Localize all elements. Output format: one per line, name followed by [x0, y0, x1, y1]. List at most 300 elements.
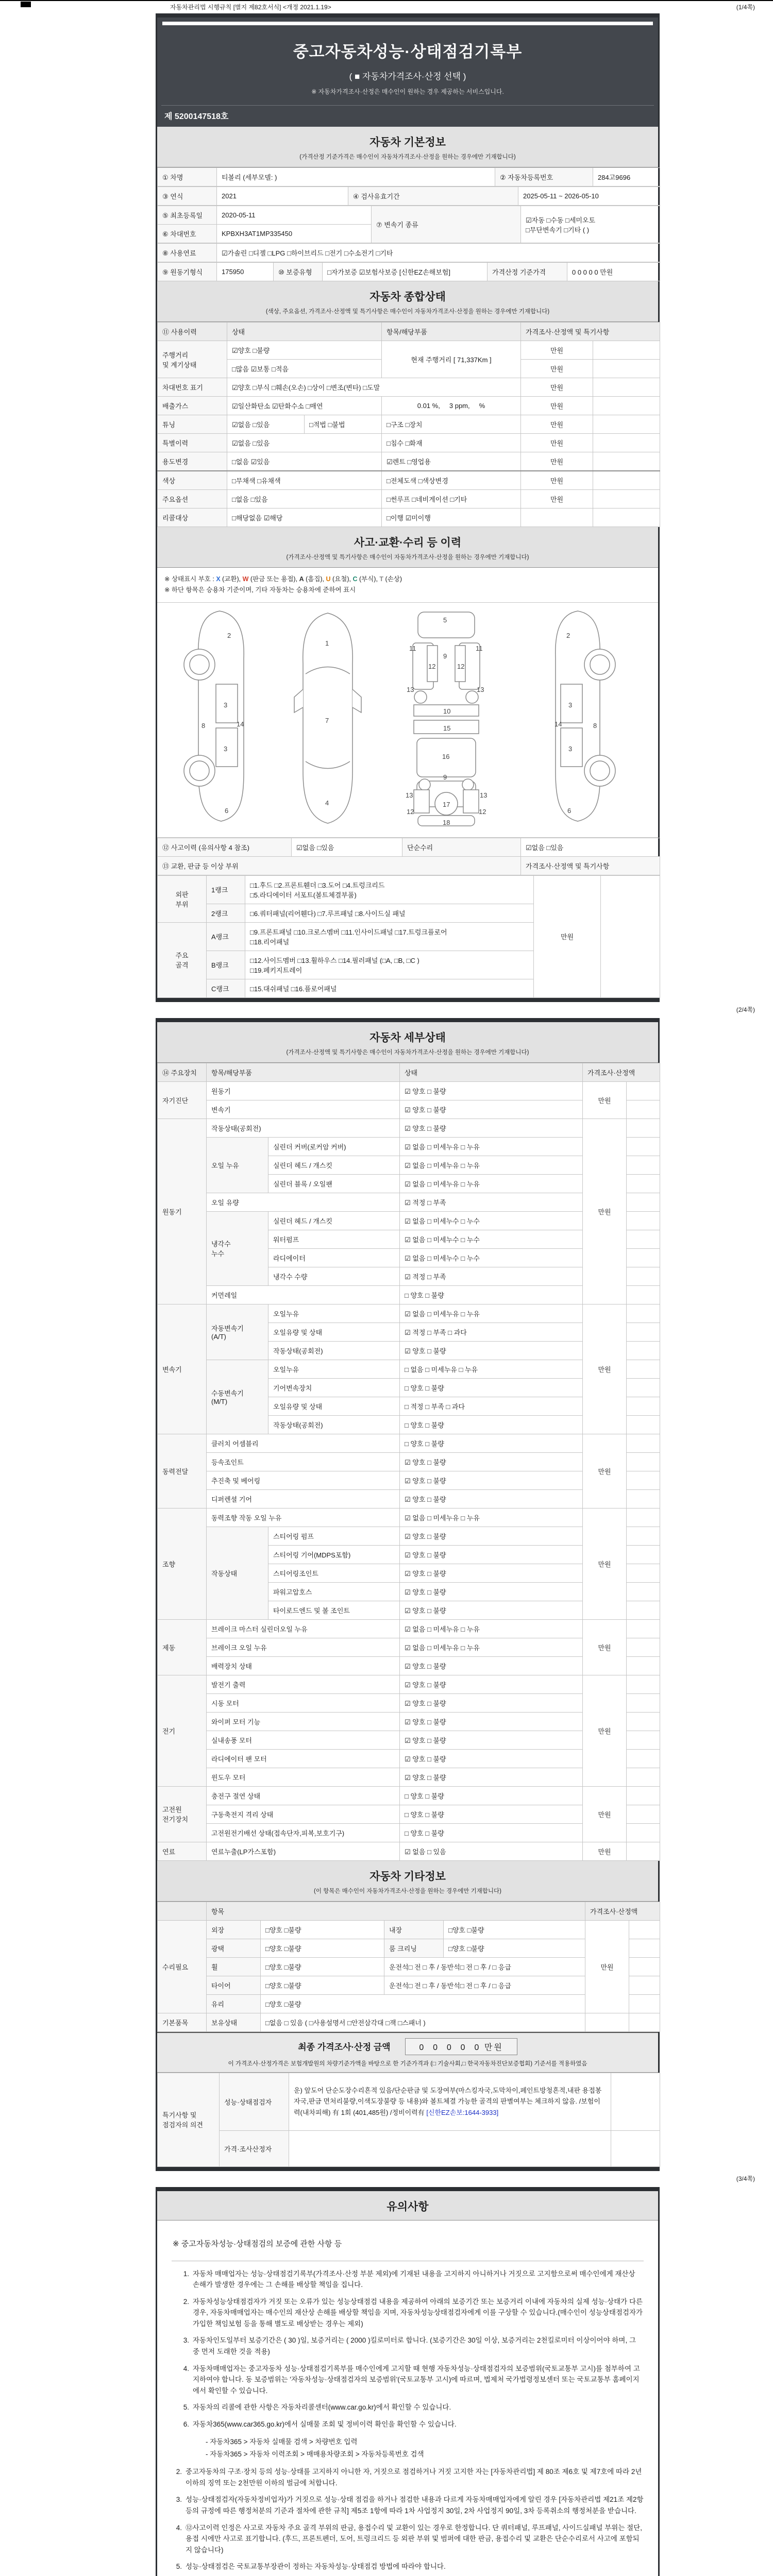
blank-cell [629, 1957, 660, 1976]
rankA-label: A랭크 [207, 922, 245, 951]
price-cell: 만원 [534, 875, 601, 997]
col-item-part: 항목/해당부품 [382, 323, 521, 341]
col-state: 상태 [400, 1063, 583, 1081]
overall-state-subtitle: (색상, 주요옵션, 가격조사·산정액 및 특기사항은 매수인이 자동차가격조사·산정을 원하는 경우에만 기재합니다) [265, 309, 550, 315]
col-item: 항목/해당부품 [207, 1063, 400, 1081]
value-transmission-type: ☑자동 □수동 □세미오토 □무단변속기 □기타 ( ) [521, 206, 660, 243]
tuning-legal-status: □적법 □불법 [305, 415, 382, 434]
status: ☑ 없음 □ 미세누수 □ 누수 [400, 1248, 583, 1267]
price-cell: 만원 [521, 434, 593, 452]
detail-state-header [157, 1022, 658, 1063]
current-mileage: 현재 주행거리 [ 71,337Km ] [382, 341, 521, 378]
row-mileage-label: 주행거리 및 계기상태 [158, 341, 227, 378]
item-label: 내장 [384, 1920, 444, 1939]
col-price: 가격조사·산정액 [585, 1902, 660, 1920]
outer-panel-label: 외판 부위 [158, 875, 207, 922]
header-stripe [162, 22, 653, 25]
status: ☑ 양호 □ 불량 [400, 1675, 583, 1693]
blank-cell [627, 1156, 660, 1174]
status: □ 없음 □ 미세누유 □ 누유 [400, 1360, 583, 1378]
status: ☑ 양호 □ 불량 [400, 1471, 583, 1489]
item: 배력장치 상태 [207, 1656, 400, 1675]
part-number: 3 [568, 701, 573, 709]
item: 동력조향 작동 오일 누유 [207, 1508, 400, 1527]
status: □양호 □불량 [444, 1939, 585, 1957]
blank-cell [627, 1527, 660, 1545]
blank-cell [627, 1452, 660, 1471]
blank-cell [593, 397, 660, 415]
notice-sub-line: - 자동차365 > 자동차 이력조회 > 매매용차량조회 > 자동차등록번호 검색 [206, 2450, 424, 2458]
row-usage-change-label: 용도변경 [158, 452, 227, 471]
notice-item [179, 2419, 644, 2430]
value-warranty-type: □자가보증 ☑보험사보증 [신한EZ손해보험] [323, 263, 488, 281]
page-marker-2: (2/4쪽) [736, 1006, 755, 1013]
status: □양호 □불량 [261, 1976, 384, 1994]
status: □ 양호 □ 불량 [400, 1823, 583, 1842]
blank-cell [593, 378, 660, 397]
group-engine: 원동기 [158, 1118, 207, 1304]
exchange-price-header: 가격조사·산정액 및 특기사항 [521, 856, 660, 875]
status: ☑ 없음 □ 미세누유 □ 누유 [400, 1137, 583, 1156]
part-number: 9 [443, 773, 447, 781]
col-price-remarks: 가격조사·산정액 및 특기사항 [521, 323, 660, 341]
part-number: 16 [442, 752, 450, 760]
status: ☑ 양호 □ 불량 [400, 1527, 583, 1545]
mileage-status-2: □많음 ☑보통 □적음 [227, 360, 382, 378]
detail-state-title: 자동차 세부상태 [369, 1031, 446, 1044]
item-number: 5. [183, 2403, 189, 2412]
blank-cell [627, 1081, 660, 1100]
status: ☑ 없음 □ 있음 [400, 1842, 583, 1860]
status: □ 양호 □ 불량 [400, 1434, 583, 1452]
price-cell: 만원 [583, 1081, 627, 1118]
blank-cell [627, 1731, 660, 1749]
code-x: X [216, 575, 221, 583]
accident-history-label: ⑫ 사고이력 (유의사항 4 참조) [158, 838, 292, 856]
blank-cell [627, 1415, 660, 1434]
blank-cell [627, 1675, 660, 1693]
rank1-items: □1.후드 □2.프론트휀더 □3.도어 □4.트렁크리드 □5.라디에이터 서포트(볼트체결부품) [245, 875, 534, 904]
detail-state-subtitle: (가격조사·산정액 및 특기사항은 매수인이 자동차가격조사·산정을 원하는 경우에만 기재합니다) [286, 1049, 529, 1056]
item-label: 외장 [207, 1920, 261, 1939]
blank-cell [627, 1601, 660, 1619]
item-text: 자동차인도일부터 보증기간은 ( 30 )일, 보증거리는 ( 2000 )킬로미터로 합니다. (보증기간은 30일 이상, 보증거리는 2천킬로미터 이상이어야 하며, 그 중 먼저 도래한 것을 적용) [193, 2336, 636, 2356]
blank-cell [521, 509, 593, 527]
item: 추진축 및 베어링 [207, 1471, 400, 1489]
item: 라디에이터 팬 모터 [207, 1749, 400, 1768]
code-c-label: (부식), [359, 575, 378, 583]
item-text: 중고자동차의 구조·장치 등의 성능·상태를 고지하지 아니한 자, 거짓으로 점검하거나 거짓 고지한 자는 [자동차관리법] 제 80조 제6호 및 제7호에 따라 2년 이하의 징역 또는 2천만원 이하의 벌금에 처합니다. [186, 2468, 642, 2487]
status: ☑ 양호 □ 불량 [400, 1545, 583, 1564]
status: ☑ 없음 □ 미세누수 □ 누수 [400, 1230, 583, 1248]
state-code-note2: ※ 하단 항목은 승용차 기준이며, 기타 자동차는 승용차에 준하여 표시 [164, 586, 356, 594]
hold-label: 보유상태 [207, 2013, 261, 2031]
value-base-price: 0 0 0 0 0 만원 [567, 263, 660, 281]
inspector-opinion [289, 2073, 611, 2130]
special-history-item: □침수 □화재 [382, 434, 521, 452]
item: 스티어링 펌프 [268, 1527, 400, 1545]
blank-cell [593, 360, 660, 378]
notice-item [172, 2561, 644, 2572]
basic-info-table-row5 [157, 243, 660, 262]
item: 충전구 절연 상태 [207, 1786, 400, 1805]
etc-info-subtitle: (이 항목은 매수인이 자동차가격조사·산정을 원하는 경우에만 기재합니다) [314, 1888, 501, 1894]
document-title: 중고자동차성능·상태점검기록부 [293, 43, 523, 61]
item-text: 자동차365(www.car365.go.kr)에서 실매물 조회 및 정비이력 확인을 확인할 수 있습니다. [193, 2420, 457, 2429]
status: □ 양호 □ 불량 [400, 1378, 583, 1397]
item-text: ⑫사고이력 인정은 사고로 자동차 주요 골격 부위의 판금, 용접수리 및 교환이 있는 경우로 한정합니다. 단 쿼터패널, 루프패널, 사이드실패널 부위는 절단, 용접 시에만 사고로 표기합니다. (후드, 프론트펜더, 도어, 트렁크리드 등 외판 부위 및 범퍼에 대한 판금, 용접수리 및 교환은 단순수리로서 사고에 포함되지 않습니다) [186, 2523, 642, 2554]
item: 디퍼렌셜 기어 [207, 1489, 400, 1508]
item: 실린더 헤드 / 개스킷 [268, 1211, 400, 1230]
basic-info-header [157, 127, 658, 167]
price-cell: 만원 [521, 452, 593, 471]
notice-item [179, 2296, 644, 2330]
label-first-registration: ⑤ 최초등록일 [158, 206, 217, 225]
notice-sub-line: - 자동차365 > 자동차 실매물 검색 > 차량번호 입력 [206, 2437, 358, 2446]
status: ☑ 없음 □ 미세누유 □ 누유 [400, 1508, 583, 1527]
code-a-label: (흠집), [306, 575, 325, 583]
blank-cell [627, 1267, 660, 1285]
blank-cell [627, 1211, 660, 1230]
col-price: 가격조사·산정액 [583, 1063, 660, 1081]
final-price-label: 최종 가격조사·산정 금액 [298, 2042, 391, 2052]
group-powertrain: 동력전달 [158, 1434, 207, 1508]
item: 클러치 어셈블리 [207, 1434, 400, 1452]
group-basic-items: 기본품목 [158, 2013, 207, 2031]
status: □ 양호 □ 불량 [400, 1415, 583, 1434]
notice-item [179, 2268, 644, 2291]
item: 실린더 헤드 / 개스킷 [268, 1156, 400, 1174]
item: 오일유량 및 상태 [268, 1323, 400, 1341]
item: 냉각수 수량 [268, 1267, 400, 1285]
blank-cell [627, 1786, 660, 1805]
sub-steering-op: 작동상태 [207, 1527, 268, 1619]
state-code-notes [157, 568, 658, 603]
state-code-prefix: ※ 상태표시 부호 : [164, 575, 214, 583]
status: ☑ 양호 □ 불량 [400, 1656, 583, 1675]
document-number: 제 5200147518호 [161, 105, 654, 127]
part-number: 8 [593, 721, 597, 730]
item: 워터펌프 [268, 1230, 400, 1248]
status: ☑ 없음 □ 미세누유 □ 누유 [400, 1304, 583, 1323]
page-marker-3: (3/4쪽) [736, 2175, 755, 2182]
label-vin: ⑥ 차대번호 [158, 225, 217, 243]
rank2-label: 2랭크 [207, 904, 245, 922]
final-price-note: 이 가격조사·산정가격은 보험개발원의 차량기준가액을 바탕으로 한 기준가격과 (□ 기술사회,□ 한국자동차진단보증협회) 기준서를 적용하였음 [228, 2060, 587, 2067]
item: 등속조인트 [207, 1452, 400, 1471]
exchange-panel-label: ⑬ 교환, 판금 등 이상 부위 [158, 856, 521, 875]
row-special-history-label: 특별이력 [158, 434, 227, 452]
price-cell: 만원 [521, 490, 593, 509]
blank-cell [627, 1174, 660, 1193]
blank-cell [627, 1397, 660, 1415]
price-cell: 만원 [521, 471, 593, 490]
recall-item: □이행 ☑미이행 [382, 509, 521, 527]
rankA-items: □9.프론트패널 □10.크로스멤버 □11.인사이드패널 □17.트렁크플로어 □18.리어패널 [245, 922, 534, 951]
status: □ 양호 □ 불량 [400, 1786, 583, 1805]
blank-cell [593, 490, 660, 509]
blank-cell [627, 1545, 660, 1564]
blank-cell [627, 1100, 660, 1118]
emission-values: 0.01 %, 3 ppm, % [382, 397, 521, 415]
item: 오일유량 및 상태 [268, 1397, 400, 1415]
appraiser-opinion [289, 2130, 611, 2166]
part-number: 11 [476, 644, 483, 652]
value-reg-no: 284고9696 [593, 168, 660, 187]
blank-cell [593, 415, 660, 434]
blank-cell [627, 1842, 660, 1860]
part-number: 12 [428, 662, 436, 670]
item: 윈도우 모터 [207, 1768, 400, 1786]
item-label: 룸 크리닝 [384, 1939, 444, 1957]
remarks-group-label: 특기사항 및 점검자의 의견 [158, 2073, 220, 2166]
blank-cell [629, 1939, 660, 1957]
final-price-band [157, 2032, 658, 2073]
accident-summary-table [157, 838, 660, 875]
item: 원동기 [207, 1081, 400, 1100]
status: ☑ 양호 □ 불량 [400, 1768, 583, 1786]
part-number: 4 [325, 799, 329, 807]
value-fuel: ☑가솔린 □디젤 □LPG □하이브리드 □전기 □수소전기 □기타 [217, 244, 660, 262]
part-number: 5 [443, 616, 447, 624]
label-base-price: 가격산정 기준가격 [488, 263, 567, 281]
etc-info-header [157, 1861, 658, 1902]
status: ☑ 양호 □ 불량 [400, 1100, 583, 1118]
page3-block [156, 2187, 660, 2576]
item-number: 3. [183, 2336, 189, 2345]
etc-info-table [157, 1902, 660, 2032]
mileage-status-1: ☑양호 □불량 [227, 341, 382, 360]
item-number: 4. [183, 2364, 189, 2372]
simple-repair-status: ☑없음 □있음 [521, 838, 660, 856]
code-t: T [379, 575, 384, 583]
notice-content [157, 2221, 658, 2576]
value-vin: KPBXH3AT1MP335450 [217, 225, 372, 243]
sub-at: 자동변속기 (A/T) [207, 1304, 268, 1360]
item-label: 타이어 [207, 1976, 261, 1994]
status: ☑ 적정 □ 부족 [400, 1193, 583, 1211]
status: ☑ 양호 □ 불량 [400, 1582, 583, 1601]
blank-cell [627, 1230, 660, 1248]
blank-cell [585, 2013, 629, 2031]
inspector-opinion-contact: [신한EZ손보:1644-3933] [426, 2108, 499, 2116]
accident-history-status: ☑없음 □있음 [292, 838, 402, 856]
page-marker-1: (1/4쪽) [736, 4, 755, 11]
rank1-label: 1랭크 [207, 875, 245, 904]
part-number: 13 [406, 791, 413, 799]
blank-cell [627, 1619, 660, 1638]
blank-cell [593, 452, 660, 471]
code-w-label: (판금 또는 용접), [250, 575, 298, 583]
status: □양호 □불량 [261, 1920, 384, 1939]
blank-cell [627, 1360, 660, 1378]
status: ☑ 양호 □ 불량 [400, 1489, 583, 1508]
rankB-label: B랭크 [207, 951, 245, 979]
corner-mark [21, 2, 31, 7]
item-number: 5. [176, 2563, 182, 2571]
form-reference-bar [0, 0, 773, 13]
group-selfdiag: 자기진단 [158, 1081, 207, 1118]
recall-status: □해당없음 ☑해당 [227, 509, 382, 527]
basic-info-subtitle: (가격산정 기준가격은 매수인이 자동차가격조사·산정을 원하는 경우에만 기재합니다) [299, 154, 516, 160]
basic-info-table-row1 [157, 167, 660, 187]
part-number: 2 [566, 631, 570, 639]
blank-cell [627, 1304, 660, 1323]
basic-info-title: 자동차 기본정보 [369, 137, 446, 148]
status: ☑ 적정 □ 부족 [400, 1267, 583, 1285]
value-first-registration: 2020-05-11 [217, 206, 372, 225]
rankB-items: □12.사이드멤버 □13.휠하우스 □14.필러패널 (□A, □B, □C ) □19.페키지트레이 [245, 951, 534, 979]
blank-cell [627, 1749, 660, 1768]
group-fuel: 연료 [158, 1842, 207, 1860]
status: ☑ 양호 □ 불량 [400, 1601, 583, 1619]
code-c: C [352, 575, 358, 583]
part-number: 3 [224, 701, 228, 709]
item: 브레이크 마스터 실린더오일 누유 [207, 1619, 400, 1638]
blank-cell [627, 1564, 660, 1582]
item: 변속기 [207, 1100, 400, 1118]
status: ☑ 양호 □ 불량 [400, 1118, 583, 1137]
status: ☑ 양호 □ 불량 [400, 1712, 583, 1731]
status: ☑ 없음 □ 미세누유 □ 누유 [400, 1174, 583, 1193]
item: 발전기 출력 [207, 1675, 400, 1693]
row-recall-label: 리콜대상 [158, 509, 227, 527]
item: 브레이크 오일 누유 [207, 1638, 400, 1656]
item: 작동상태(공회전) [268, 1415, 400, 1434]
state-code-line [164, 574, 651, 585]
status: ☑ 양호 □ 불량 [400, 1731, 583, 1749]
blank-cell [629, 1920, 660, 1939]
part-number: 3 [568, 744, 573, 753]
status: ☑ 양호 □ 불량 [400, 1452, 583, 1471]
accident-history-subtitle: (가격조사·산정액 및 특기사항은 매수인이 자동차가격조사·산정을 원하는 경우에만 기재합니다) [286, 554, 529, 561]
status: ☑ 없음 □ 미세누유 □ 누유 [400, 1156, 583, 1174]
value-inspection-period: 2025-05-11 ~ 2026-05-10 [518, 187, 660, 206]
tuning-status: ☑없음 □있음 [227, 415, 305, 434]
blank-cell [593, 471, 660, 490]
usage-change-status: □없음 ☑있음 [227, 452, 382, 471]
overall-state-title: 자동차 종합상태 [369, 291, 446, 303]
document-header [157, 18, 658, 127]
blank-cell [611, 2073, 660, 2130]
status: ☑ 양호 □ 불량 [400, 1749, 583, 1768]
status: □양호 □불량 [261, 1939, 384, 1957]
blank-cell [593, 434, 660, 452]
blank-cell [629, 1994, 660, 2013]
blank-cell [627, 1193, 660, 1211]
part-number: 13 [480, 791, 488, 799]
item-text: 자동차매매업자는 중고자동차 성능·상태점검기록부를 매수인에게 고지할 때 현행 자동차성능·상태점검자의 보증범위(국토교통부 고시)를 첨부하여 고지하여야 합니다. 동 보증범위는 '자동차성능·상태점검자의 보증범위'(국토교통부 고시)에 따르며, 법제처 국가법령정보센터 또는 국토교통부 홈페이지에서 확인할 수 있습니다. [193, 2364, 640, 2395]
item: 오일누유 [268, 1360, 400, 1378]
item-text: 자동차의 리콜에 관한 사항은 자동차리콜센터(www.car.go.kr)에서 확인할 수 있습니다. [193, 2403, 451, 2412]
item: 실린더 커버(로커암 커버) [268, 1137, 400, 1156]
remarks-table [157, 2073, 660, 2167]
blank-header [158, 1902, 207, 1920]
simple-repair-label: 단순수리 [402, 838, 521, 856]
status: ☑ 양호 □ 불량 [400, 1341, 583, 1360]
item: 작동상태(공회전) [207, 1118, 400, 1137]
code-u: U [326, 575, 331, 583]
price-cell: 만원 [521, 341, 593, 360]
item-label: 유리 [207, 1994, 261, 2013]
blank-cell [627, 1508, 660, 1527]
item: 실린더 블록 / 오일팬 [268, 1174, 400, 1193]
part-number: 8 [201, 721, 206, 730]
rank2-items: □6.쿼터패널(리어휀다) □7.루프패널 □8.사이드실 패널 [245, 904, 534, 922]
price-cell: 만원 [585, 1920, 629, 2013]
part-number: 2 [227, 631, 231, 639]
vin-mark-status: ☑양호 □부식 □훼손(오손) □상이 □변조(변타) □도말 [227, 378, 521, 397]
page1-block [156, 13, 660, 1002]
item-text: 성능·상태점검자(자동차정비업자)가 거짓으로 성능·상태 점검을 하거나 점검한 내용과 다르게 자동차매매업자에게 알린 경우 [자동차관리법 제21조 제2항 등의 규정에 따른 행정처분의 기준과 절차에 관한 규칙] 제5조 1항에 따라 1차 사업정지 30일, 2차 사업정지 90일, 3차 등록취소의 행정처분을 받습니다. [186, 2496, 644, 2515]
document-subtitle: ( ■ 자동차가격조사·산정 선택 ) [349, 72, 466, 81]
label-warranty-type: ⑩ 보증유형 [274, 263, 323, 281]
blank-cell [627, 1489, 660, 1508]
accident-history-title: 사고·교환·수리 등 이력 [354, 537, 462, 549]
blank-cell [627, 1378, 660, 1397]
label-transmission-type: ⑦ 변속기 종류 [372, 206, 521, 243]
notice-header [157, 2191, 658, 2221]
blank-cell [627, 1434, 660, 1452]
inspector-opinion-text: 운) 앞도어 단순도장수리흔적 있음/단순판금 및 도장여부(마스킹자국,도막차이,페인트방청흔적,내판 용접봉자국,판금 면처리불량,이색도장불량 등 내용)와 볼트체결 가능한 골격의 판별여부는 체크하지 않음. /보험이력(내차피해) 有 1회 (401,485원) /정비이력有 [294, 2086, 602, 2116]
item: 스티어링 기어(MDPS포함) [268, 1545, 400, 1564]
document-note: ※ 자동차가격조사·산정은 매수인이 원하는 경우 제공하는 서비스입니다. [311, 88, 504, 95]
part-number: 18 [443, 818, 450, 826]
main-option-item: □썬루프 □네비게이션 □기타 [382, 490, 521, 509]
group-transmission: 변속기 [158, 1304, 207, 1434]
item-number: 2. [183, 2297, 189, 2306]
basic-info-table-row34 [157, 206, 660, 243]
item-number: 6. [183, 2420, 189, 2429]
part-number: 12 [479, 807, 486, 816]
overall-state-table [157, 322, 660, 527]
item: 시동 모터 [207, 1693, 400, 1712]
status: ☑ 양호 □ 불량 [400, 1564, 583, 1582]
status: ☑ 없음 □ 미세누유 □ 누유 [400, 1619, 583, 1638]
blank-cell [627, 1638, 660, 1656]
status: ☑ 양호 □ 불량 [400, 1081, 583, 1100]
price-cell: 만원 [521, 397, 593, 415]
item-text: 자동차 매매업자는 성능·상태점검기록부(가격조사·산정 부분 제외)에 기재된 내용을 고지하지 아니하거나 거짓으로 고지함으로써 매수인에게 재산상 손해가 발생한 경우에는 그 손해를 배상할 책임을 집니다. [193, 2269, 635, 2289]
form-reference: 자동차관리법 시행규칙 [별지 제82호서식] <개정 2021.1.19> [170, 4, 331, 11]
item-number: 3. [176, 2496, 182, 2504]
item-number: 4. [176, 2523, 182, 2532]
label-engine-type: ⑨ 원동기형식 [158, 263, 217, 281]
blank-cell [627, 1248, 660, 1267]
code-t-label: (손상) [385, 575, 402, 583]
usage-change-item: ☑렌트 □영업용 [382, 452, 521, 471]
blank-cell [627, 1693, 660, 1712]
code-x-label: (교환), [222, 575, 241, 583]
col-item: 항목 [207, 1902, 585, 1920]
blank-cell [627, 1823, 660, 1842]
part-number: 17 [443, 800, 450, 808]
emission-status: ☑일산화탄소 ☑탄화수소 □매연 [227, 397, 382, 415]
final-price-value: 0 0 0 0 0 만원 [405, 2038, 517, 2055]
notice-item [179, 2335, 644, 2357]
price-cell: 만원 [583, 1304, 627, 1434]
item: 와이퍼 모터 기능 [207, 1712, 400, 1731]
price-cell: 만원 [521, 415, 593, 434]
price-cell: 만원 [583, 1842, 627, 1860]
price-cell: 만원 [583, 1118, 627, 1304]
group-steering: 조향 [158, 1508, 207, 1619]
item: 오일누유 [268, 1304, 400, 1323]
blank-cell [593, 509, 660, 527]
basic-info-table-row2 [157, 187, 660, 206]
item: 구동축전지 격리 상태 [207, 1805, 400, 1823]
row-color-label: 색상 [158, 471, 227, 490]
